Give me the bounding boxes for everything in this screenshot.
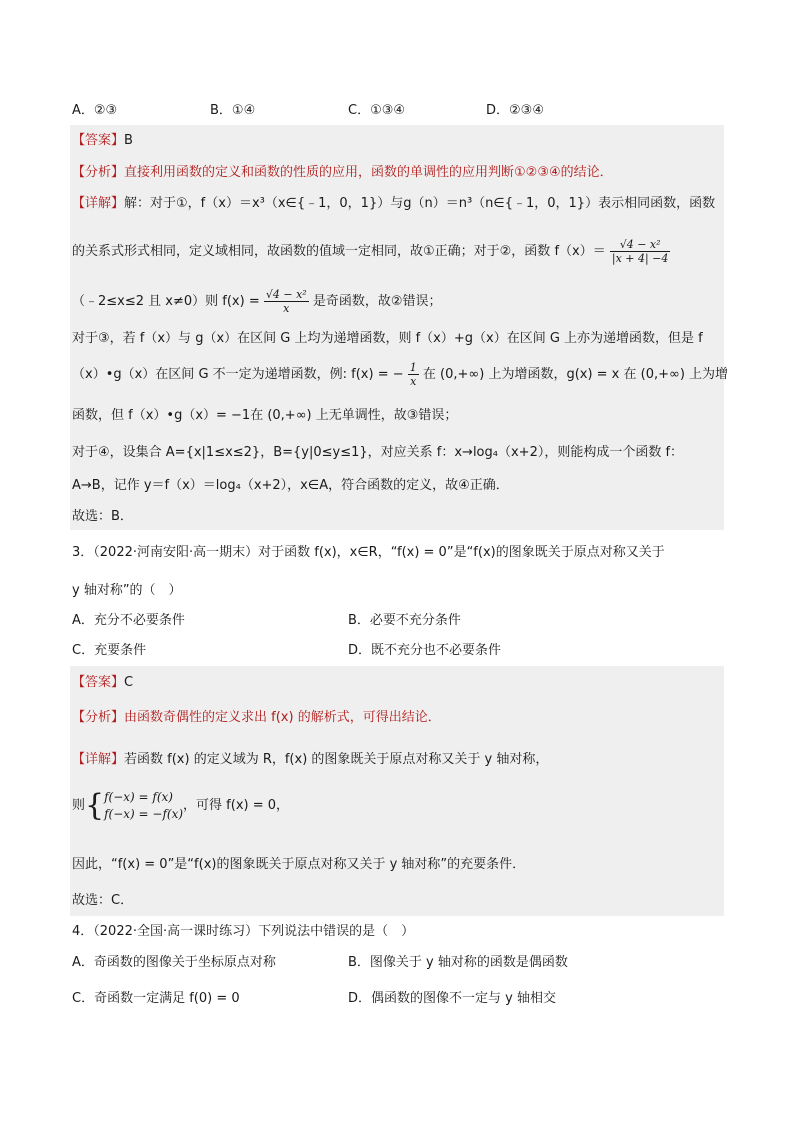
q2-detail-line-6: 函数，但 f（x）•g（x）= −1在 (0,+∞) 上无单调性，故③错误； xyxy=(72,408,458,423)
q3-option-c: C．充要条件 xyxy=(72,643,147,658)
detail-text: ，可得 f(x) = 0， xyxy=(183,798,290,813)
q4-option-b: B．图像关于 y 轴对称的函数是偶函数 xyxy=(348,955,568,970)
q2-detail-line-7: 对于④，设集合 A={x|1≤x≤2}，B={y|0≤y≤1}，对应关系 f：x→log₄（x+2），则能构成一个函数 f： xyxy=(72,445,684,460)
detail-text: （x）•g（x）在区间 G 不一定为递增函数，例: f(x) = − xyxy=(72,367,404,382)
q2-detail-line-4: 对于③，若 f（x）与 g（x）在区间 G 上均为递增函数，则 f（x）+g（x）在区间 G 上亦为递增函数，但是 f xyxy=(72,331,703,346)
q3-answer-line xyxy=(72,673,133,693)
q3-conclusion: 故选：C． xyxy=(72,893,134,908)
sqrt-fraction: $\frac{\text{√4 − x²}}{x}$ xyxy=(265,288,307,315)
q2-option-d: D．②③④ xyxy=(486,103,544,118)
detail-text: 是奇函数，故②错误； xyxy=(312,294,442,309)
q2-detail-line-3 xyxy=(72,286,442,318)
answer-value: C xyxy=(124,675,134,690)
q2-option-b: B．①④ xyxy=(210,103,256,118)
analysis-tag: 【分析】 xyxy=(72,710,125,725)
q2-answer-line xyxy=(72,131,133,151)
q3-analysis-line xyxy=(72,708,441,728)
analysis-tag: 【分析】 xyxy=(72,165,125,180)
q2-detail-line-1 xyxy=(72,194,715,214)
system-lines: f(−x) = f(x) f(−x) = −f(x) xyxy=(104,789,184,821)
q3-detail-line xyxy=(72,750,548,770)
q2-analysis-line xyxy=(72,163,613,183)
q2-detail-line-5 xyxy=(72,360,728,390)
q3-option-a: A．充分不必要条件 xyxy=(72,613,185,628)
answer-value: B xyxy=(124,133,133,148)
q3-stem-line-1: 3．（2022·河南安阳·高一期末）对于函数 f(x)，x∈R，“f(x) = 0”是“f(x)的图象既关于原点对称又关于 xyxy=(72,545,665,560)
q4-option-d: D．偶函数的图像不一定与 y 轴相交 xyxy=(348,991,556,1006)
q2-option-a: A．②③ xyxy=(72,103,118,118)
q2-solution-block xyxy=(70,125,724,530)
detail-text: 的关系式形式相同，定义域相同，故函数的值域一定相同，故①正确；对于②，函数 f（x）＝ xyxy=(72,244,606,259)
q3-option-d: D．既不充分也不必要条件 xyxy=(348,643,502,658)
fraction: $\frac{1}{x}$ xyxy=(409,361,417,388)
q3-therefore: 因此，“f(x) = 0”是“f(x)的图象既关于原点对称又关于 y 轴对称”的充要条件． xyxy=(72,857,526,872)
q4-stem: 4．（2022·全国·高一课时练习）下列说法中错误的是（ ） xyxy=(72,924,415,939)
detail-text: 若函数 f(x) 的定义域为 R，f(x) 的图象既关于原点对称又关于 y 轴对称， xyxy=(124,752,549,767)
answer-tag: 【答案】 xyxy=(72,675,125,690)
analysis-text: 由函数奇偶性的定义求出 f(x) 的解析式，可得出结论． xyxy=(124,710,441,725)
detail-text: 在 (0,+∞) 上为增函数，g(x) = x 在 (0,+∞) 上为增 xyxy=(422,367,729,382)
q3-equation-system xyxy=(72,788,289,824)
answer-tag: 【答案】 xyxy=(72,133,125,148)
q4-option-a: A．奇函数的图像关于坐标原点对称 xyxy=(72,955,276,970)
detail-text: （﹣2≤x≤2 且 x≠0）则 f(x) = xyxy=(72,294,260,309)
sqrt-fraction: $\frac{\text{√4 − x²}}{|x + 4| -4}$ xyxy=(611,238,669,265)
analysis-text: 直接利用函数的定义和函数的性质的应用，函数的单调性的应用判断①②③④的结论． xyxy=(124,165,613,180)
left-brace: { xyxy=(85,787,105,823)
q2-option-c: C．①③④ xyxy=(348,103,406,118)
q2-detail-line-8: A→B，记作 y＝f（x）＝log₄（x+2），x∈A，符合函数的定义，故④正确． xyxy=(72,478,509,493)
detail-tag: 【详解】 xyxy=(72,752,125,767)
detail-text: 则 xyxy=(72,798,86,813)
q3-option-b: B．必要不充分条件 xyxy=(348,613,461,628)
detail-text: 解：对于①，f（x）＝x³（x∈{﹣1，0，1}）与g（n）＝n³（n∈{﹣1，0，1}）表示相同函数，函数 xyxy=(124,196,716,211)
q2-detail-line-2 xyxy=(72,236,670,268)
q2-conclusion: 故选：B． xyxy=(72,509,133,524)
q4-option-c: C．奇函数一定满足 f(0) = 0 xyxy=(72,991,240,1006)
q3-stem-line-2: y 轴对称”的（ ） xyxy=(72,583,182,598)
detail-tag: 【详解】 xyxy=(72,196,125,211)
